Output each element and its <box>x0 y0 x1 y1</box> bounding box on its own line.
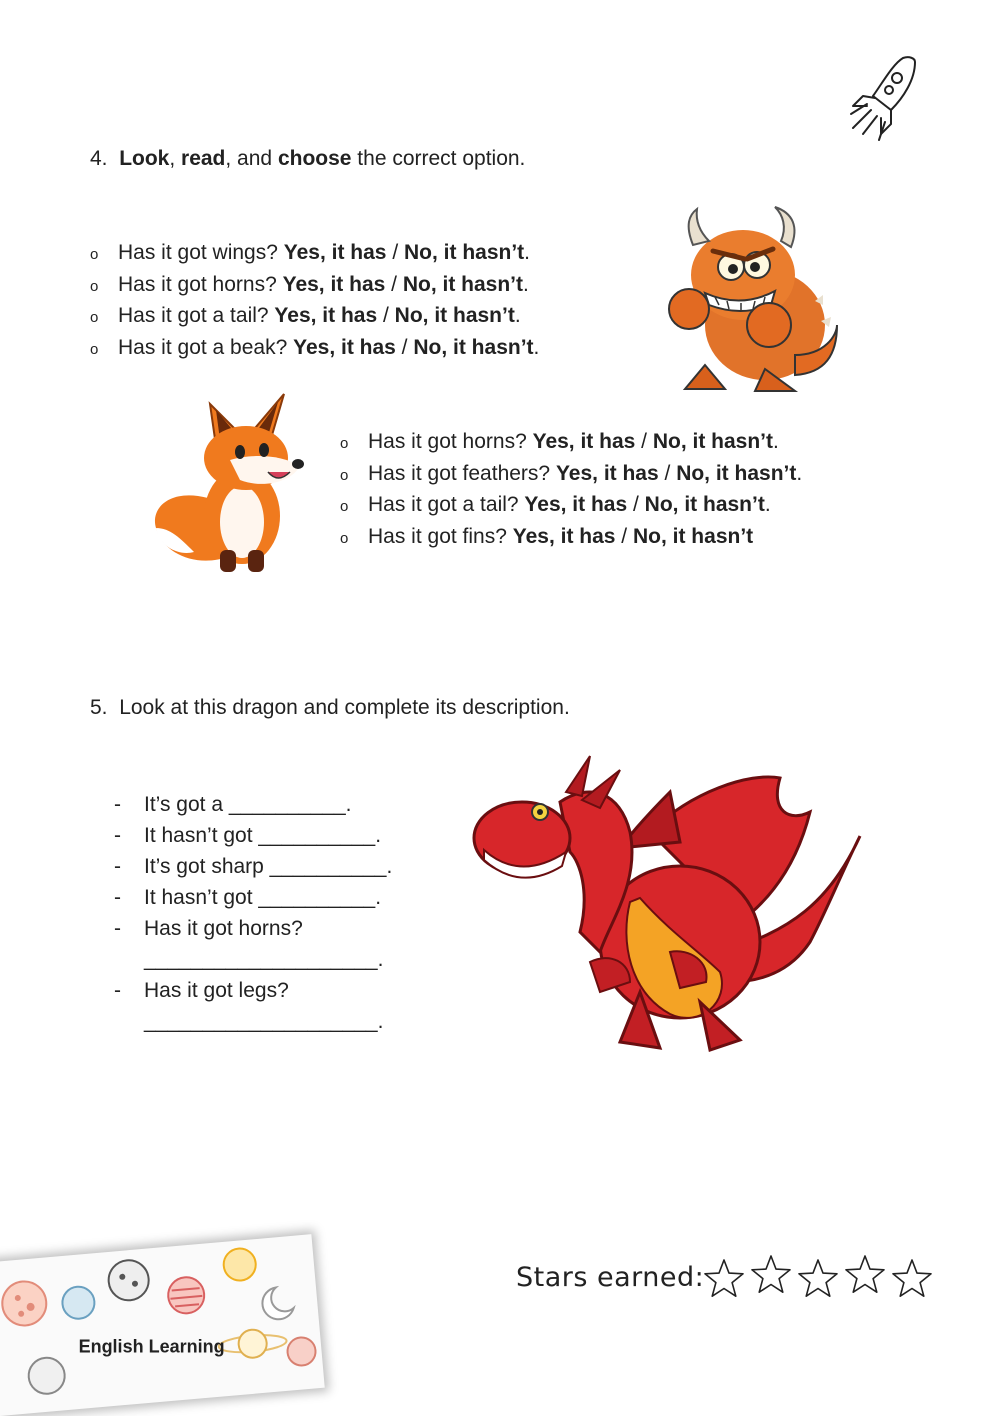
q5-number: 5. <box>90 696 108 719</box>
dragon-illustration <box>470 752 870 1058</box>
q4-question-list-1 <box>90 237 539 363</box>
option-no[interactable]: No, it hasn’t <box>676 461 797 485</box>
option-no[interactable]: No, it hasn’t <box>402 272 524 296</box>
star-icon[interactable] <box>749 1252 793 1298</box>
planets-banner <box>0 1234 325 1416</box>
option-no[interactable]: No, it hasn’t <box>413 335 534 359</box>
question-item <box>90 300 539 332</box>
option-separator: / <box>615 524 633 548</box>
option-yes[interactable]: Yes, it has <box>283 241 387 264</box>
bullet-icon: o <box>90 309 99 326</box>
rocket-icon <box>845 52 920 144</box>
star-icon[interactable] <box>843 1252 887 1298</box>
end-punctuation: . <box>524 241 531 264</box>
description-item <box>114 820 392 851</box>
q5-title <box>90 696 570 720</box>
question-text: Has it got a tail? <box>118 304 275 327</box>
dash-bullet: - <box>114 917 121 940</box>
option-no[interactable]: No, it hasn’t <box>632 524 754 548</box>
stars-row <box>702 1252 938 1302</box>
dash-bullet: - <box>114 886 121 909</box>
answer-line[interactable]: ____________________. <box>144 1010 384 1033</box>
description-item <box>114 944 392 975</box>
q5-description-list <box>114 789 392 1037</box>
dash-bullet: - <box>114 979 121 1002</box>
question-text: Has it got feathers? <box>368 461 556 485</box>
dash-bullet: - <box>114 793 121 816</box>
question-text: Has it got a tail? <box>368 493 525 516</box>
description-text: Has it got horns? <box>144 917 303 940</box>
star-icon[interactable] <box>890 1256 934 1302</box>
question-item <box>340 426 802 458</box>
description-text: It hasn’t got __________. <box>144 824 382 847</box>
description-text: Has it got legs? <box>144 979 289 1002</box>
q4-title-part: choose <box>277 147 352 170</box>
q4-number: 4. <box>90 147 108 170</box>
question-item <box>340 521 802 553</box>
description-text: It hasn’t got __________. <box>144 886 382 909</box>
description-item <box>114 789 392 820</box>
q4-title <box>90 147 525 171</box>
description-item <box>114 913 392 944</box>
star-icon[interactable] <box>702 1256 746 1302</box>
bullet-icon: o <box>90 277 99 295</box>
end-punctuation: . <box>514 304 521 327</box>
question-item <box>90 332 539 364</box>
description-item <box>114 882 392 913</box>
q4-title-part: the correct option. <box>351 147 526 170</box>
question-text: Has it got wings? <box>118 241 284 264</box>
question-item <box>90 237 539 269</box>
option-separator: / <box>385 272 403 296</box>
question-text: Has it got fins? <box>368 524 513 548</box>
bullet-icon: o <box>340 435 349 452</box>
q4-title-part: read <box>181 147 226 170</box>
option-yes[interactable]: Yes, it has <box>282 272 386 296</box>
description-item <box>114 1006 392 1037</box>
banner-tag: English Learning <box>78 1336 225 1357</box>
end-punctuation: . <box>533 335 540 359</box>
option-yes[interactable]: Yes, it has <box>555 461 659 485</box>
q4-title-part: , <box>169 147 182 170</box>
bullet-icon: o <box>340 466 349 484</box>
description-item <box>114 975 392 1006</box>
fox-illustration <box>150 388 310 574</box>
option-no[interactable]: No, it hasn’t <box>652 430 774 453</box>
question-item <box>90 269 539 301</box>
bullet-icon: o <box>90 340 99 358</box>
option-separator: / <box>658 461 677 485</box>
q4-title-part: Look <box>119 147 170 170</box>
end-punctuation: . <box>523 272 529 296</box>
option-yes[interactable]: Yes, it has <box>524 493 628 516</box>
monster-illustration <box>665 205 845 393</box>
question-text: Has it got a beak? <box>118 335 294 359</box>
end-punctuation: . <box>764 493 771 516</box>
option-separator: / <box>635 430 653 453</box>
option-yes[interactable]: Yes, it has <box>532 430 636 453</box>
end-punctuation: . <box>773 430 779 453</box>
stars-earned-label: Stars earned: <box>516 1262 705 1293</box>
option-yes[interactable]: Yes, it has <box>274 304 378 327</box>
question-text: Has it got horns? <box>118 272 283 296</box>
dash-bullet: - <box>114 855 121 878</box>
description-item <box>114 851 392 882</box>
bullet-icon: o <box>340 498 349 515</box>
question-item <box>340 489 802 521</box>
bullet-icon: o <box>90 246 99 263</box>
option-separator: / <box>627 493 645 516</box>
q4-title-part: , and <box>225 147 278 170</box>
q5-instruction: Look at this dragon and complete its description. <box>119 696 570 719</box>
option-separator: / <box>395 335 414 359</box>
q4-question-list-2 <box>340 426 802 552</box>
option-separator: / <box>386 241 404 264</box>
description-text: It’s got a __________. <box>144 793 352 816</box>
planets-doodles <box>0 1234 325 1416</box>
option-no[interactable]: No, it hasn’t <box>644 493 765 516</box>
option-no[interactable]: No, it hasn’t <box>404 241 525 264</box>
question-text: Has it got horns? <box>368 430 533 453</box>
q4-instruction <box>119 147 525 170</box>
option-yes[interactable]: Yes, it has <box>293 335 396 359</box>
bullet-icon: o <box>340 529 349 547</box>
answer-line[interactable]: ____________________. <box>144 948 384 971</box>
question-item <box>340 458 802 490</box>
star-icon[interactable] <box>796 1256 840 1302</box>
description-text: It’s got sharp __________. <box>144 855 393 878</box>
end-punctuation: . <box>796 461 803 485</box>
option-no[interactable]: No, it hasn’t <box>394 304 515 327</box>
dash-bullet: - <box>114 824 121 847</box>
option-separator: / <box>377 304 395 327</box>
option-yes[interactable]: Yes, it has <box>512 524 616 548</box>
